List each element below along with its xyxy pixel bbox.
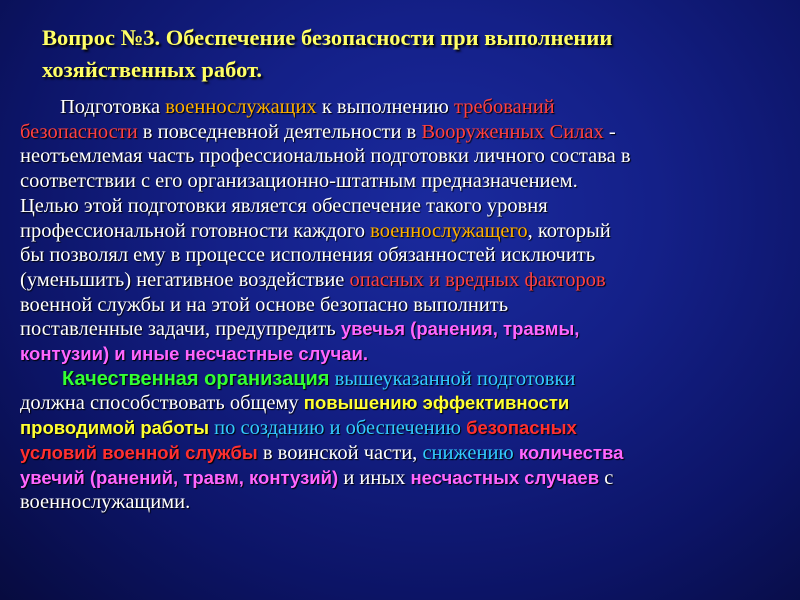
p2-highlight: увечий (ранений, травм, контузий) [20, 466, 339, 488]
p1-highlight: Вооруженных Силах [421, 120, 604, 143]
p1-text: - [603, 120, 616, 143]
p1-text: к выполнению [316, 96, 454, 118]
p1-text: в повседневной деятельности в [137, 120, 422, 143]
p2-text: и иных [338, 466, 411, 489]
p1-text: (уменьшить) негативное воздействие [20, 268, 350, 291]
title-line-1: Вопрос №3. Обеспечение безопасности при выполнении [42, 25, 613, 50]
p1-text: Целью этой подготовки является обеспечение такого уровня [20, 194, 548, 217]
p1-highlight: контузии) и иные несчастные случаи. [20, 343, 369, 365]
p1-text: профессиональной готовности каждого [20, 219, 371, 242]
p1-highlight: военнослужащих [165, 96, 317, 118]
p1-text: соответствии с его организационно-штатным предназначением. [20, 170, 578, 193]
p1-highlight: увечья (ранения, травмы, [340, 318, 580, 340]
p2-text: военнослужащими. [20, 491, 191, 514]
title-line-2: хозяйственных работ. [42, 57, 263, 82]
p2-highlight: несчастных случаев [410, 466, 600, 488]
p2-highlight: повышению эффективности [303, 392, 570, 414]
p1-highlight: военнослужащего [370, 219, 528, 242]
paragraph-2 [20, 367, 790, 515]
p2-text: должна способствовать общему [20, 392, 304, 415]
p2-highlight: по созданию и обеспечению [209, 417, 467, 440]
p2-text: с [599, 466, 614, 489]
p2-highlight: проводимой работы [20, 417, 210, 439]
p1-highlight: опасных и вредных факторов [349, 268, 606, 291]
p2-highlight: вышеуказанной подготовки [329, 367, 576, 390]
p2-text: в воинской части, [257, 441, 423, 464]
p1-highlight: требований [453, 96, 555, 118]
p1-text: поставленные задачи, предупредить [20, 318, 341, 341]
p2-highlight: безопасных [466, 417, 577, 439]
p1-text: неотъемлемая часть профессиональной подготовки личного состава в [20, 145, 631, 168]
p2-highlight: Качественная организация [62, 367, 330, 390]
slide-body [20, 95, 790, 515]
p1-text: бы позволял ему в процессе исполнения обязанностей исключить [20, 244, 596, 267]
p2-highlight: снижению [422, 441, 514, 464]
slide-title [42, 22, 762, 86]
p1-text: Подготовка [60, 96, 166, 118]
p1-text: , который [527, 219, 611, 242]
p2-highlight: количества [518, 441, 624, 463]
p2-highlight: условий военной службы [20, 441, 258, 463]
p1-text: военной службы и на этой основе безопасно выполнить [20, 293, 509, 316]
paragraph-1 [20, 95, 790, 367]
p1-highlight: безопасности [20, 120, 138, 143]
